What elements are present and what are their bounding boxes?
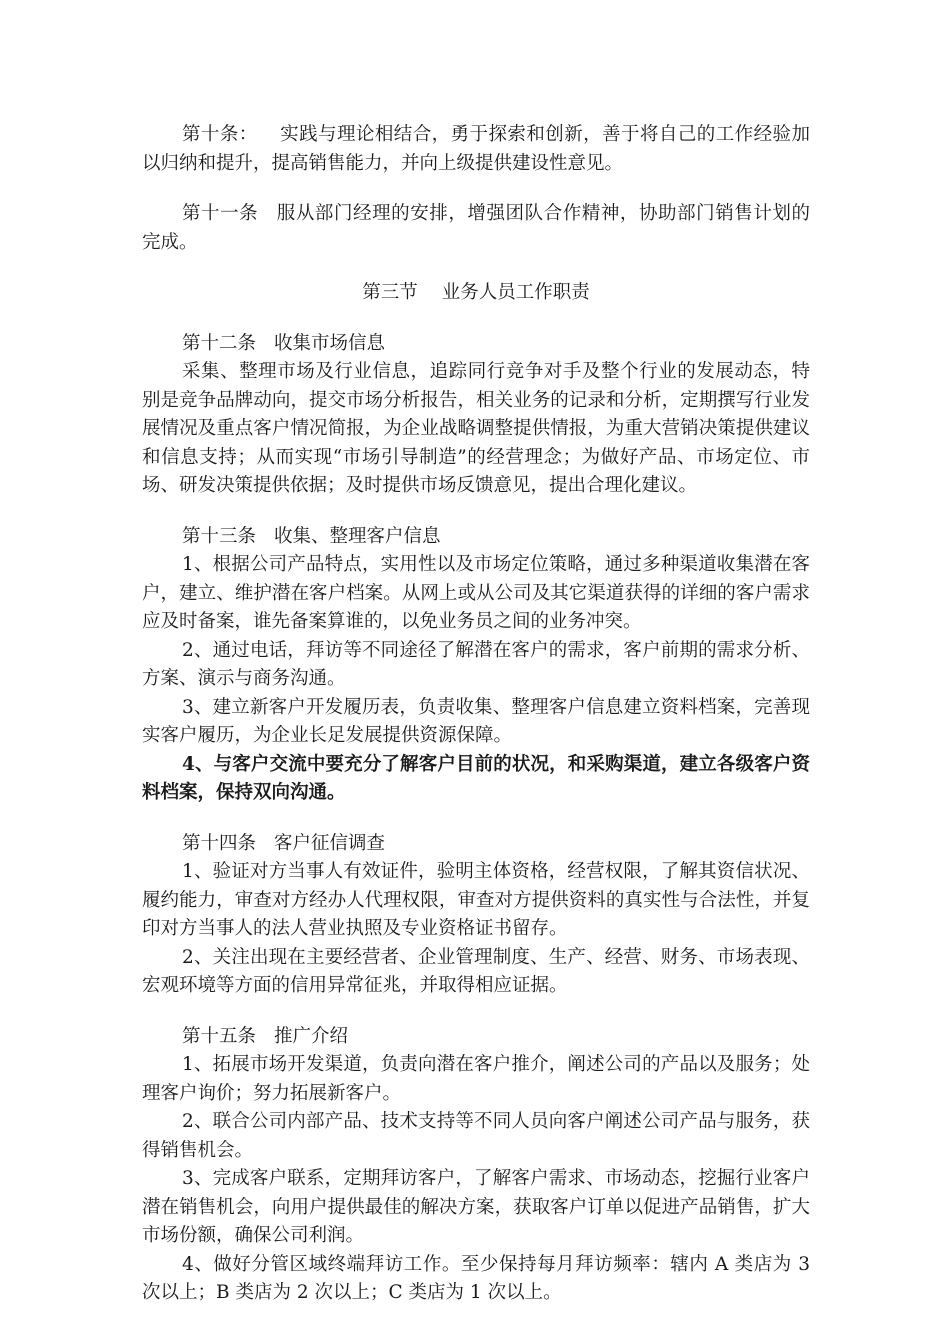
article-12-title: 收集市场信息 bbox=[274, 332, 386, 354]
article-11 bbox=[142, 200, 810, 257]
section-heading bbox=[142, 279, 810, 308]
article-12-heading bbox=[142, 330, 810, 359]
article-15-heading bbox=[142, 1023, 810, 1052]
article-14-paragraph: 2、关注出现在主要经营者、企业管理制度、生产、经营、财务、市场表现、宏观环境等方面的信用异常征兆，并取得相应证据。 bbox=[142, 946, 810, 996]
article-14-paragraph: 1、验证对方当事人有效证件，验明主体资格，经营权限，了解其资信状况、履约能力，审查对方经办人代理权限，审查对方提供资料的真实性与合法性，并复印对方当事人的法人营业执照及专业资格证书留存。 bbox=[142, 861, 810, 939]
article-12-paragraph: 采集、整理市场及行业信息，追踪同行竞争对手及整个行业的发展动态，特别是竞争品牌动向，提交市场分析报告，相关业务的记录和分析，定期撰写行业发展情况及重点客户情况简报，为企业战略调整提供情报，为重大营销决策提供建议和信息支持；从而实现“市场引导制造”的经营理念；为做好产品、市场定位、市场、研发决策提供依据；及时提供市场反馈意见，提出合理化建议。 bbox=[142, 361, 810, 496]
article-13-paragraph: 1、根据公司产品特点，实用性以及市场定位策略，通过多种渠道收集潜在客户，建立、维护潜在客户档案。从网上或从公司及其它渠道获得的详细的客户需求应及时备案，谁先备案算谁的，以免业务员之间的业务冲突。 bbox=[142, 554, 810, 632]
article-14-label: 第十四条 bbox=[182, 832, 257, 854]
article-14-title: 客户征信调查 bbox=[274, 832, 386, 854]
article-15-paragraph: 4、做好分管区域终端拜访工作。至少保持每月拜访频率：辖内 A 类店为 3 次以上；B 类店为 2 次以上；C 类店为 1 次以上。 bbox=[142, 1253, 810, 1303]
section-title: 业务人员工作职责 bbox=[441, 282, 590, 303]
article-15-paragraph: 3、完成客户联系，定期拜访客户，了解客户需求、市场动态，挖掘行业客户潜在销售机会，向用户提供最佳的解决方案，获取客户订单以促进产品销售，扩大市场份额，确保公司利润。 bbox=[142, 1168, 810, 1246]
article-11-text: 服从部门经理的安排，增强团队合作精神，协助部门销售计划的完成。 bbox=[142, 203, 810, 253]
article-13-paragraph: 4、与客户交流中要充分了解客户目前的状况，和采购渠道，建立各级客户资料档案，保持双向沟通。 bbox=[142, 753, 810, 803]
article-13-paragraph: 2、通过电话，拜访等不同途径了解潜在客户的需求，客户前期的需求分析、方案、演示与商务沟通。 bbox=[142, 639, 810, 689]
article-15-paragraph: 2、联合公司内部产品、技术支持等不同人员向客户阐述公司产品与服务，获得销售机会。 bbox=[142, 1111, 810, 1161]
article-10 bbox=[142, 121, 810, 178]
article-13-paragraph: 3、建立新客户开发履历表，负责收集、整理客户信息建立资料档案，完善现实客户履历，为企业长足发展提供资源保障。 bbox=[142, 696, 810, 746]
document-page bbox=[142, 121, 810, 1308]
section-label: 第三节 bbox=[362, 282, 418, 303]
article-10-label: 第十条： bbox=[182, 124, 258, 145]
article-13-label: 第十三条 bbox=[182, 525, 257, 547]
article-10-text: 实践与理论相结合，勇于探索和创新，善于将自己的工作经验加以归纳和提升，提高销售能力，并向上级提供建设性意见。 bbox=[142, 124, 810, 174]
article-15-paragraph: 1、拓展市场开发渠道，负责向潜在客户推介，阐述公司的产品以及服务；处理客户询价；努力拓展新客户。 bbox=[142, 1054, 810, 1104]
article-15-label: 第十五条 bbox=[182, 1025, 257, 1047]
article-15-title: 推广介绍 bbox=[274, 1025, 349, 1047]
article-12-label: 第十二条 bbox=[182, 332, 257, 354]
article-11-label: 第十一条 bbox=[182, 203, 259, 224]
article-13-heading bbox=[142, 523, 810, 552]
article-14-heading bbox=[142, 830, 810, 859]
article-13-title: 收集、整理客户信息 bbox=[274, 525, 441, 547]
